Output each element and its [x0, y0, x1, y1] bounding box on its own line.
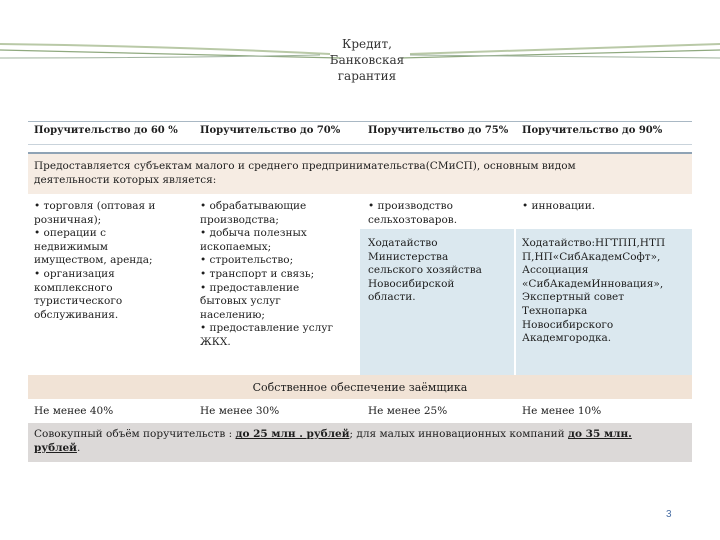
activity-line: • производство: [368, 200, 453, 212]
activity-line: • добыча полезных: [200, 227, 307, 240]
petition-line: «СибАкадемИнновация»,: [522, 277, 664, 290]
activities-col-60: [34, 200, 155, 322]
guarantee-table: [28, 118, 692, 462]
petition-col-90: [522, 237, 665, 346]
own-funds-60: Не менее 40%: [34, 405, 114, 417]
activity-line: • строительство;: [200, 254, 294, 267]
petition-line: П,НП«СибАкадемСофт»,: [522, 250, 661, 263]
header-60: Поручительство до 60 %: [34, 125, 178, 136]
total-amount: до 25 млн . рублей: [235, 428, 350, 440]
own-funds-label: Собственное обеспечение заёмщика: [252, 381, 468, 394]
activity-line: • торговля (оптовая и: [34, 200, 156, 212]
activity-line: туристического: [34, 295, 123, 308]
activity-line: ЖКХ.: [200, 335, 231, 348]
petition-col-75: [368, 237, 482, 305]
intro-text: [34, 160, 690, 187]
activity-line: • операции с: [34, 227, 107, 240]
activities-col-75: [368, 200, 457, 227]
header-70: Поручительство до 70%: [200, 125, 341, 136]
activity-line: населению;: [200, 308, 265, 321]
petition-line: сельского хозяйства: [368, 264, 482, 277]
activity-line: • предоставление услуг: [200, 322, 333, 335]
petition-line: Новосибирского: [522, 318, 614, 331]
petition-line: Ходатайство: [368, 237, 438, 249]
activity-line: • транспорт и связь;: [200, 267, 315, 280]
activity-line: • обрабатывающие: [200, 200, 307, 212]
intro-line: деятельности которых является:: [34, 173, 217, 186]
total-prefix: Совокупный объём поручительств :: [34, 428, 236, 440]
petition-line: Министерства: [368, 250, 449, 263]
petition-line: Ходатайство:НГТПП,НТП: [522, 237, 666, 249]
activity-line: ископаемых;: [200, 240, 272, 253]
own-funds-90: Не менее 10%: [522, 405, 602, 417]
total-suffix: .: [76, 441, 81, 454]
own-funds-70: Не менее 30%: [200, 405, 280, 417]
activity-line: сельхозтоваров.: [368, 213, 458, 226]
activity-line: имуществом, аренда;: [34, 254, 153, 267]
total-middle: ; для малых инновационных компаний: [349, 428, 569, 440]
total-text: [34, 428, 690, 455]
activity-line: бытовых услуг: [200, 295, 281, 308]
title-line: Кредит,: [342, 37, 392, 51]
activity-line: • организация: [34, 267, 115, 280]
activity-line: • предоставление: [200, 281, 300, 294]
title-line: Банковская: [329, 53, 405, 67]
header-75: Поручительство до 75%: [368, 125, 509, 136]
intro-line: Предоставляется субъектам малого и среднего предпринимательства(СМиСП), основным видом: [34, 160, 576, 172]
innovation-amount: до 35 млн.: [568, 428, 632, 440]
innovation-amount-unit: рублей: [34, 441, 77, 454]
petition-line: области.: [368, 291, 416, 304]
header-90: Поручительство до 90%: [522, 125, 663, 136]
activities-col-70: [200, 200, 333, 350]
slide-title: [300, 36, 434, 84]
petition-line: Академгородка.: [522, 332, 612, 345]
activities-col-90: [522, 200, 595, 214]
activity-line: розничная);: [34, 213, 102, 226]
petition-line: Экспертный совет: [522, 291, 625, 304]
activity-line: производства;: [200, 213, 279, 226]
own-funds-75: Не менее 25%: [368, 405, 448, 417]
petition-line: Новосибирской: [368, 277, 455, 290]
petition-line: Технопарка: [522, 304, 588, 317]
header-top-rule: [28, 121, 692, 122]
activity-line: обслуживания.: [34, 308, 119, 321]
page-number: 3: [666, 509, 672, 520]
activity-line: недвижимым: [34, 240, 108, 253]
activity-line: • инновации.: [522, 200, 596, 212]
title-line: гарантия: [337, 69, 397, 83]
petition-line: Ассоциация: [522, 264, 589, 277]
header-bottom-rule: [28, 144, 692, 145]
activity-line: комплексного: [34, 281, 113, 294]
petition-divider: [514, 229, 516, 375]
